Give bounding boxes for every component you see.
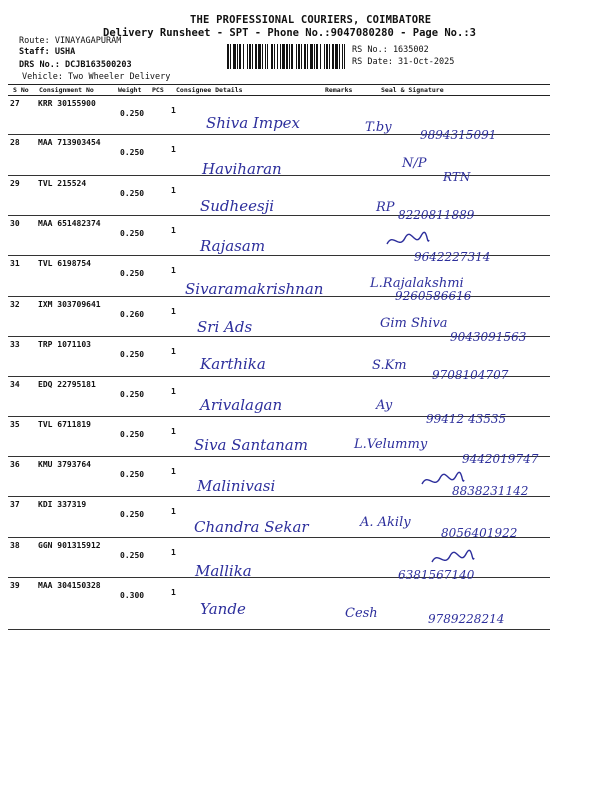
row-consignment-number: KRR 30155900 — [38, 99, 96, 108]
row-serial-number: 29 — [10, 179, 20, 188]
signature-scribble — [420, 470, 466, 492]
row-serial-number: 39 — [10, 581, 20, 590]
handwritten-consignee-name: Karthika — [200, 355, 266, 373]
vehicle-label: Vehicle: Two Wheeler Delivery — [22, 72, 171, 82]
column-header-weight: Weight — [118, 86, 142, 94]
handwritten-phone-number: 9260586616 — [395, 289, 472, 303]
row-consignment-number: TVL 6711819 — [38, 420, 91, 429]
column-header-details: Consignee Details — [176, 86, 243, 94]
handwritten-signature: A. Akily — [360, 515, 411, 530]
row-pieces: 1 — [171, 387, 176, 396]
row-consignment-number: KMU 3793764 — [38, 460, 91, 469]
handwritten-consignee-name: Mallika — [195, 562, 252, 580]
column-header-sno: S No — [13, 86, 29, 94]
handwritten-phone-number: RTN — [443, 170, 471, 184]
column-header-consignment: Consignment No — [39, 86, 94, 94]
row-weight: 0.250 — [120, 390, 145, 399]
row-serial-number: 28 — [10, 138, 20, 147]
handwritten-phone-number: 9442019747 — [462, 452, 539, 466]
row-serial-number: 27 — [10, 99, 20, 108]
row-weight: 0.250 — [120, 109, 145, 118]
column-header-seal: Seal & Signature — [381, 86, 444, 94]
handwritten-signature: Ay — [376, 398, 393, 413]
handwritten-phone-number: 8220811889 — [398, 208, 475, 222]
table-top-rule — [8, 84, 550, 85]
row-weight: 0.250 — [120, 470, 145, 479]
row-consignment-number: TRP 1071103 — [38, 340, 91, 349]
row-pieces: 1 — [171, 507, 176, 516]
row-weight: 0.250 — [120, 148, 145, 157]
handwritten-phone-number: 9789228214 — [428, 612, 505, 626]
handwritten-signature: T.by — [365, 120, 392, 135]
handwritten-phone-number: 8838231142 — [452, 484, 529, 498]
row-pieces: 1 — [171, 106, 176, 115]
handwritten-consignee-name: Sudheesji — [200, 197, 275, 215]
row-serial-number: 38 — [10, 541, 20, 550]
handwritten-signature: S.Km — [372, 358, 407, 373]
handwritten-consignee-name: Chandra Sekar — [194, 518, 309, 536]
handwritten-phone-number: 9642227314 — [414, 250, 491, 264]
runsheet-title: Delivery Runsheet - SPT - Phone No.:9047080280 - Page No.:3 — [103, 27, 476, 39]
column-header-remarks: Remarks — [325, 86, 353, 94]
handwritten-consignee-name: Siva Santanam — [194, 436, 308, 454]
row-consignment-number: EDQ 22795181 — [38, 380, 96, 389]
row-serial-number: 30 — [10, 219, 20, 228]
row-weight: 0.250 — [120, 269, 145, 278]
row-serial-number: 32 — [10, 300, 20, 309]
handwritten-consignee-name: Shiva Impex — [206, 114, 301, 132]
row-consignment-number: MAA 651482374 — [38, 219, 101, 228]
company-name: THE PROFESSIONAL COURIERS, COIMBATORE — [190, 14, 432, 26]
handwritten-phone-number: 8056401922 — [441, 526, 518, 540]
staff-label: Staff: USHA — [19, 47, 76, 57]
row-consignment-number: TVL 215524 — [38, 179, 87, 188]
handwritten-consignee-name: Sri Ads — [197, 318, 253, 336]
row-consignment-number: GGN 901315912 — [38, 541, 101, 550]
handwritten-consignee-name: Rajasam — [200, 237, 266, 255]
handwritten-consignee-name: Haviharan — [202, 160, 282, 178]
row-consignment-number: TVL 6198754 — [38, 259, 91, 268]
handwritten-phone-number: 9708104707 — [432, 368, 509, 382]
handwritten-phone-number: 9894315091 — [420, 128, 497, 142]
row-divider — [8, 629, 550, 630]
row-weight: 0.300 — [120, 591, 145, 600]
handwritten-consignee-name: Malinivasi — [197, 477, 276, 495]
barcode-image — [227, 44, 348, 69]
row-serial-number: 36 — [10, 460, 20, 469]
route-label: Route: VINAYAGAPURAM — [19, 36, 122, 46]
rs-number: RS No.: 1635002 — [352, 45, 429, 55]
handwritten-signature: L.Velummy — [354, 437, 428, 452]
row-consignment-number: MAA 304150328 — [38, 581, 101, 590]
handwritten-phone-number: 9043091563 — [450, 330, 527, 344]
row-pieces: 1 — [171, 307, 176, 316]
row-pieces: 1 — [171, 427, 176, 436]
handwritten-signature: Gim Shiva — [380, 316, 448, 331]
handwritten-consignee-name: Arivalagan — [200, 396, 283, 414]
row-serial-number: 37 — [10, 500, 20, 509]
handwritten-signature: N/P — [402, 156, 427, 171]
handwritten-signature: L.Rajalakshmi — [370, 276, 464, 291]
row-serial-number: 35 — [10, 420, 20, 429]
row-weight: 0.260 — [120, 310, 145, 319]
row-consignment-number: MAA 713903454 — [38, 138, 101, 147]
row-serial-number: 33 — [10, 340, 20, 349]
row-pieces: 1 — [171, 347, 176, 356]
handwritten-signature: Cesh — [345, 606, 378, 621]
handwritten-consignee-name: Yande — [200, 600, 246, 618]
handwritten-consignee-name: Sivaramakrishnan — [185, 280, 324, 298]
row-serial-number: 34 — [10, 380, 20, 389]
row-pieces: 1 — [171, 186, 176, 195]
row-consignment-number: IXM 303709641 — [38, 300, 101, 309]
handwritten-signature: RP — [376, 200, 395, 215]
row-pieces: 1 — [171, 467, 176, 476]
row-pieces: 1 — [171, 266, 176, 275]
handwritten-phone-number: 99412 43535 — [426, 412, 507, 426]
signature-scribble — [430, 548, 476, 570]
row-weight: 0.250 — [120, 430, 145, 439]
row-serial-number: 31 — [10, 259, 20, 268]
row-weight: 0.250 — [120, 229, 145, 238]
row-weight: 0.250 — [120, 350, 145, 359]
handwritten-phone-number: 6381567140 — [398, 568, 475, 582]
row-consignment-number: KDI 337319 — [38, 500, 87, 509]
column-header-pcs: PCS — [152, 86, 164, 94]
row-pieces: 1 — [171, 145, 176, 154]
row-pieces: 1 — [171, 226, 176, 235]
drs-number: DRS No.: DCJB163500203 — [19, 60, 132, 70]
row-pieces: 1 — [171, 548, 176, 557]
rs-date: RS Date: 31-Oct-2025 — [352, 57, 455, 67]
signature-scribble — [385, 230, 431, 252]
row-pieces: 1 — [171, 588, 176, 597]
row-weight: 0.250 — [120, 189, 145, 198]
row-weight: 0.250 — [120, 551, 145, 560]
row-weight: 0.250 — [120, 510, 145, 519]
